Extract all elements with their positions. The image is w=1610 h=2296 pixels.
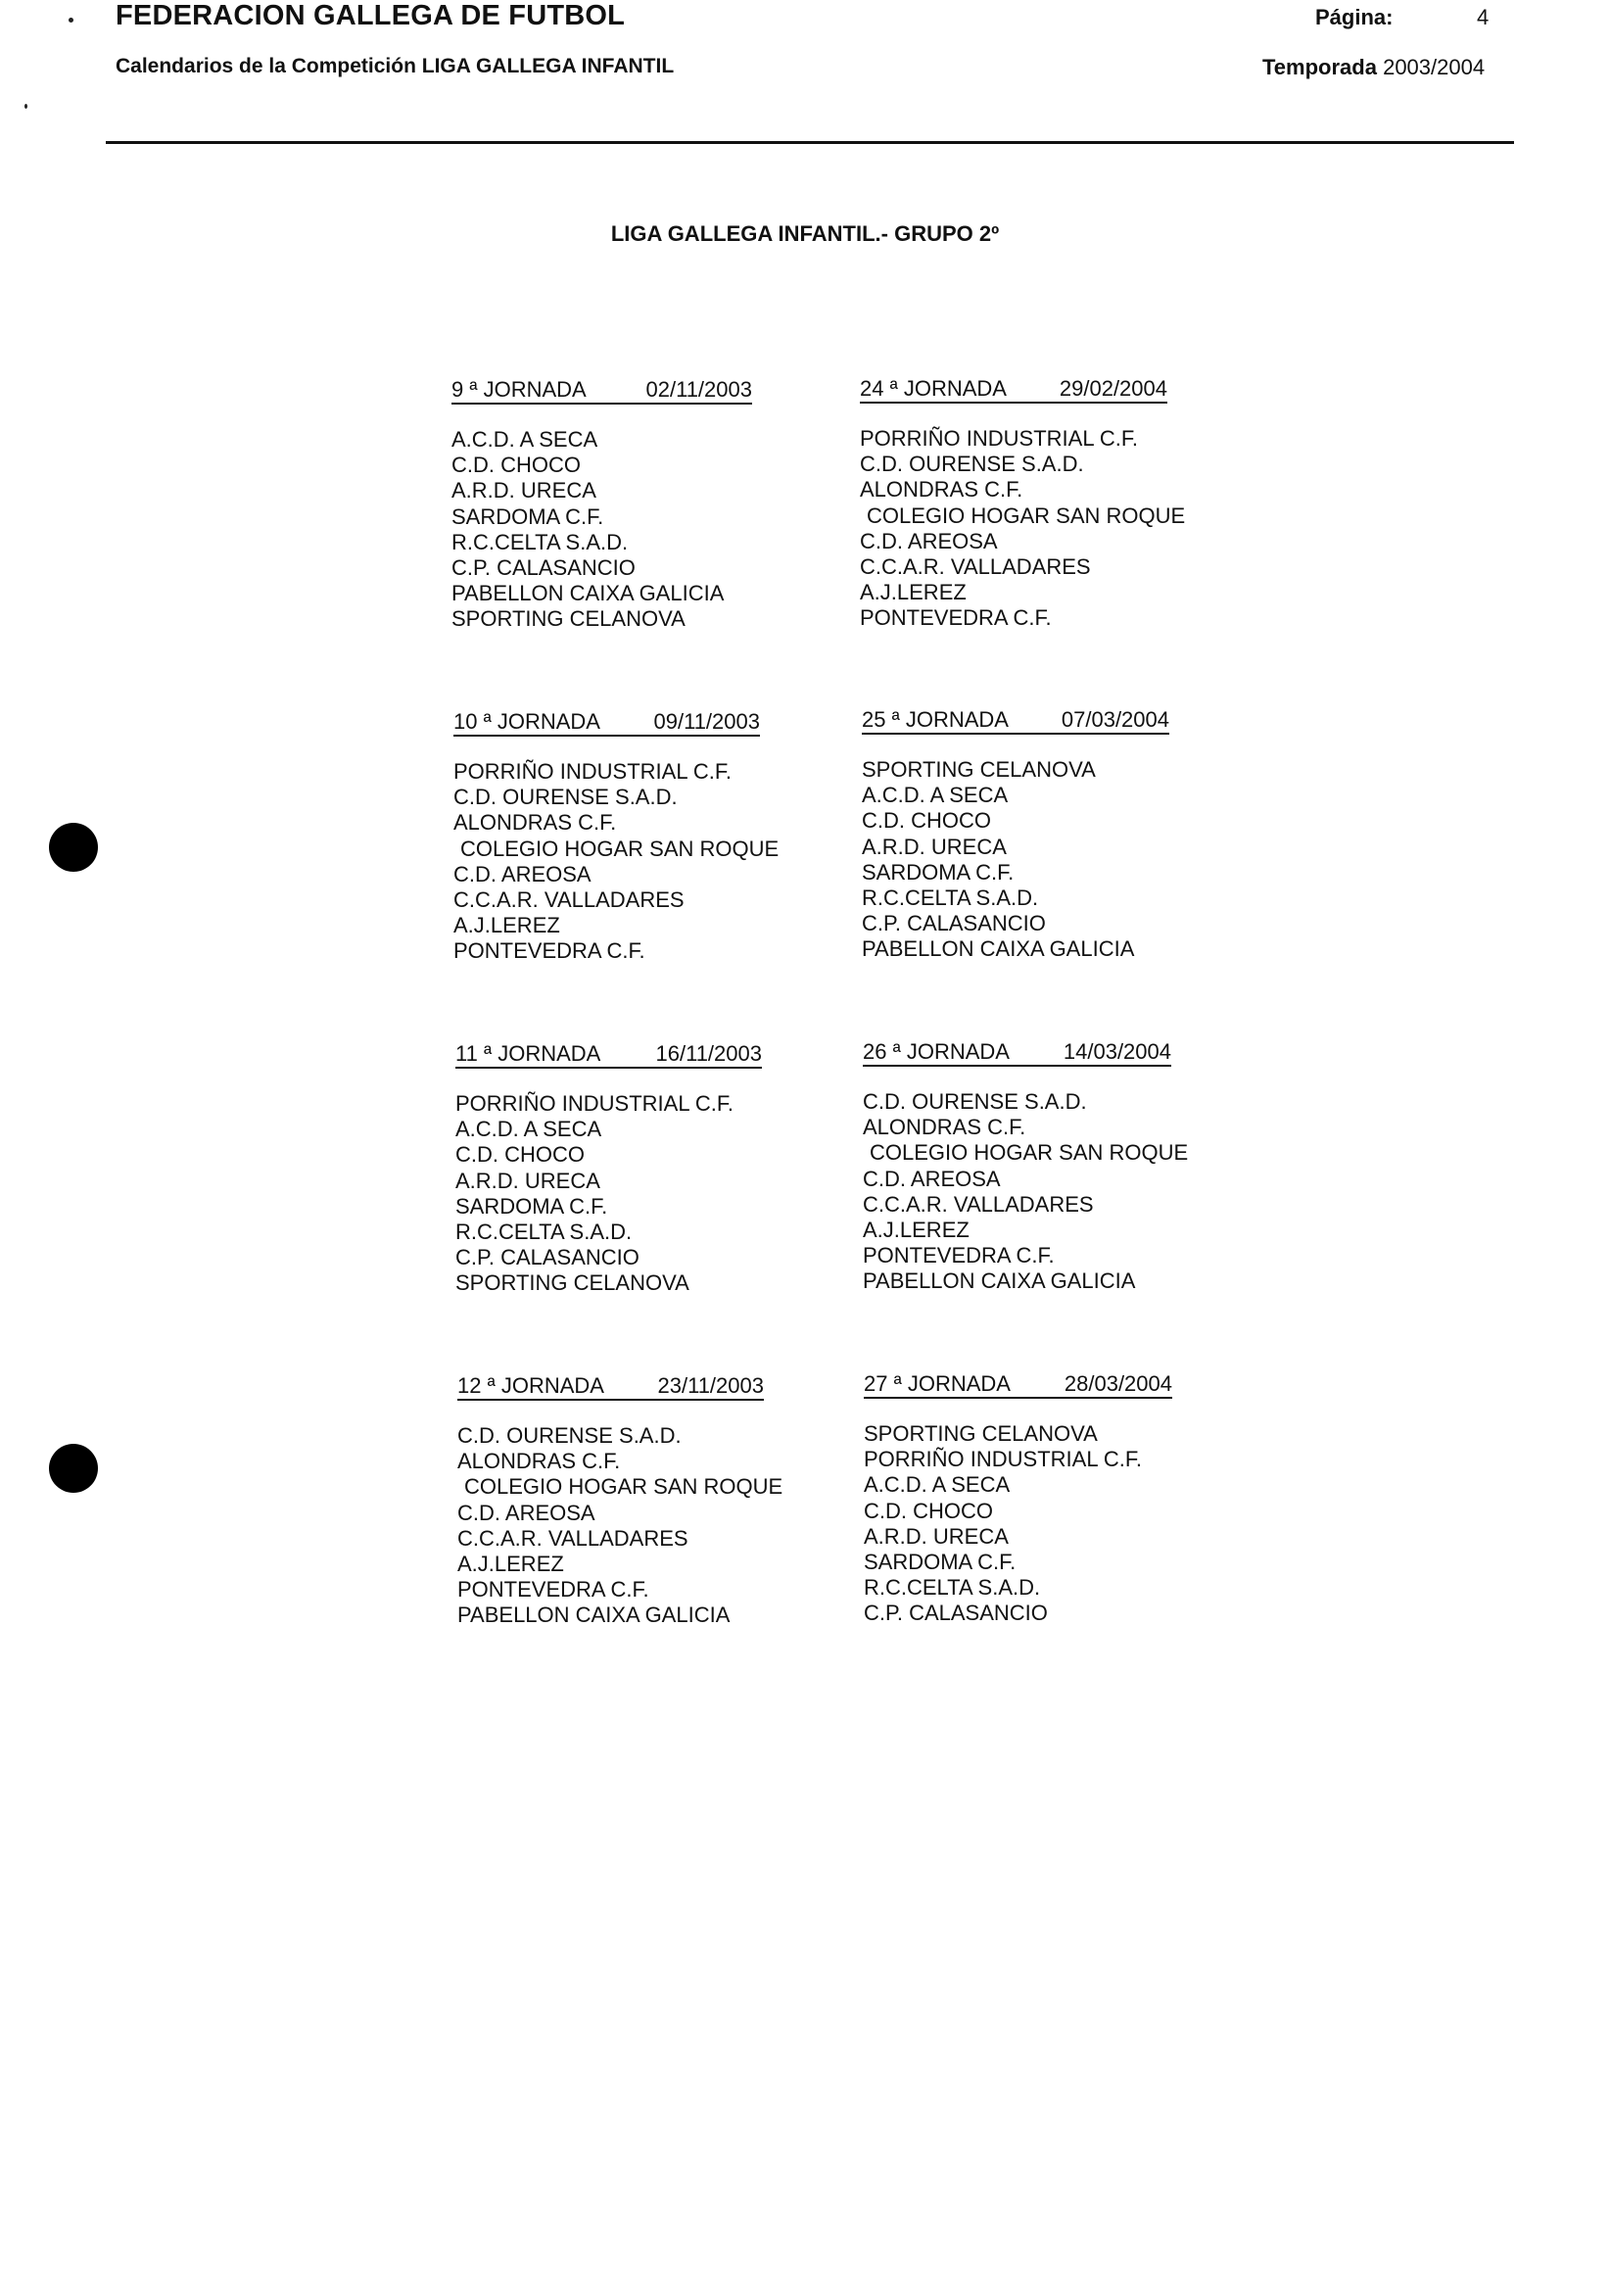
team-item: A.R.D. URECA	[455, 1168, 600, 1193]
team-item: PONTEVEDRA C.F.	[453, 938, 645, 964]
team-item: C.D. OURENSE S.A.D.	[457, 1423, 682, 1448]
team-item: SPORTING CELANOVA	[451, 606, 686, 632]
round-block	[457, 1373, 783, 1629]
team-item: C.C.A.R. VALLADARES	[860, 554, 1091, 580]
round-date: 29/02/2004	[1059, 376, 1167, 401]
team-item: C.D. OURENSE S.A.D.	[453, 785, 678, 810]
round-date: 07/03/2004	[1061, 707, 1169, 732]
team-item: R.C.CELTA S.A.D.	[455, 1220, 633, 1245]
team-item: C.C.A.R. VALLADARES	[457, 1525, 688, 1551]
team-item: C.D. AREOSA	[860, 528, 998, 553]
team-item: SPORTING CELANOVA	[862, 757, 1096, 782]
round-heading	[863, 1040, 1171, 1067]
page-number: 4	[1477, 5, 1490, 29]
team-item: A.C.D. A SECA	[862, 783, 1009, 808]
team-item: A.J.LEREZ	[863, 1218, 970, 1243]
team-item: ALONDRAS C.F.	[457, 1449, 621, 1474]
team-item: PABELLON CAIXA GALICIA	[863, 1268, 1136, 1294]
round-block	[451, 378, 752, 633]
team-item: C.D. AREOSA	[457, 1500, 595, 1525]
team-item: C.P. CALASANCIO	[451, 555, 636, 581]
round-label: 27 ª JORNADA	[864, 1371, 1011, 1396]
round-date: 23/11/2003	[657, 1373, 764, 1398]
team-list	[451, 427, 752, 633]
team-item: PORRIÑO INDUSTRIAL C.F.	[453, 759, 732, 784]
round-heading	[862, 708, 1169, 735]
team-list	[455, 1091, 762, 1297]
team-item: PONTEVEDRA C.F.	[860, 605, 1052, 631]
team-item: SARDOMA C.F.	[451, 503, 604, 529]
round-label: 9 ª JORNADA	[451, 377, 587, 402]
round-label: 11 ª JORNADA	[455, 1041, 601, 1066]
round-heading	[860, 377, 1167, 404]
team-item: C.D. CHOCO	[455, 1142, 585, 1168]
round-date: 02/11/2003	[645, 377, 752, 402]
season-label: Temporada	[1262, 55, 1377, 79]
team-item: COLEGIO HOGAR SAN ROQUE	[870, 1140, 1189, 1166]
team-list	[862, 757, 1169, 963]
punch-hole-bottom	[49, 1444, 98, 1493]
round-date: 14/03/2004	[1063, 1039, 1171, 1064]
round-heading	[451, 378, 752, 405]
group-title: LIGA GALLEGA INFANTIL.- GRUPO 2º	[610, 221, 1000, 246]
team-list	[453, 759, 780, 965]
round-heading	[455, 1042, 762, 1069]
team-list	[863, 1089, 1189, 1295]
team-item: A.C.D. A SECA	[451, 427, 598, 452]
team-item: ALONDRAS C.F.	[860, 477, 1023, 502]
team-item: C.D. AREOSA	[453, 861, 592, 886]
calendar-subtitle	[116, 55, 674, 78]
team-item: R.C.CELTA S.A.D.	[864, 1575, 1041, 1601]
season-value: 2003/2004	[1383, 55, 1486, 79]
team-list	[457, 1423, 783, 1629]
round-heading	[457, 1374, 764, 1401]
team-item: C.D. OURENSE S.A.D.	[860, 452, 1084, 477]
team-item: A.J.LEREZ	[457, 1552, 564, 1577]
round-heading	[453, 710, 760, 737]
team-item: A.J.LEREZ	[860, 580, 967, 605]
team-item: C.D. CHOCO	[451, 453, 581, 478]
team-item: C.P. CALASANCIO	[455, 1245, 639, 1270]
header-divider	[106, 141, 1514, 144]
round-block	[863, 1039, 1189, 1295]
round-label: 12 ª JORNADA	[457, 1373, 604, 1398]
team-item: A.R.D. URECA	[862, 834, 1007, 859]
team-item: PONTEVEDRA C.F.	[457, 1577, 649, 1602]
team-item: A.R.D. URECA	[864, 1523, 1009, 1549]
team-item: COLEGIO HOGAR SAN ROQUE	[867, 502, 1186, 528]
team-item: C.D. CHOCO	[864, 1498, 993, 1523]
scan-speck	[69, 18, 73, 23]
team-item: SARDOMA C.F.	[862, 859, 1015, 885]
team-item: C.D. OURENSE S.A.D.	[863, 1089, 1087, 1114]
subtitle-prefix: Calendarios de la Competición	[116, 55, 416, 77]
team-item: C.D. AREOSA	[863, 1166, 1001, 1191]
round-date: 09/11/2003	[653, 709, 760, 734]
round-block	[455, 1042, 762, 1297]
team-item: PABELLON CAIXA GALICIA	[451, 581, 725, 606]
team-item: ALONDRAS C.F.	[863, 1115, 1026, 1140]
round-date: 16/11/2003	[655, 1041, 762, 1066]
organization-title: FEDERACION GALLEGA DE FUTBOL	[116, 0, 626, 31]
team-item: SPORTING CELANOVA	[455, 1270, 689, 1296]
team-item: COLEGIO HOGAR SAN ROQUE	[460, 836, 780, 861]
team-item: SPORTING CELANOVA	[864, 1421, 1098, 1446]
team-item: C.C.A.R. VALLADARES	[453, 887, 685, 913]
team-item: R.C.CELTA S.A.D.	[862, 885, 1039, 911]
round-label: 25 ª JORNADA	[862, 707, 1009, 732]
round-block	[453, 709, 780, 965]
team-item: ALONDRAS C.F.	[453, 810, 617, 836]
round-heading	[864, 1372, 1172, 1399]
team-item: R.C.CELTA S.A.D.	[451, 529, 629, 554]
team-list	[860, 426, 1186, 632]
season-info	[1262, 55, 1485, 80]
team-item: SARDOMA C.F.	[455, 1193, 608, 1219]
team-list	[864, 1421, 1172, 1627]
round-label: 10 ª JORNADA	[453, 709, 600, 734]
team-item: SARDOMA C.F.	[864, 1550, 1017, 1575]
team-item: PONTEVEDRA C.F.	[863, 1243, 1055, 1268]
team-item: C.C.A.R. VALLADARES	[863, 1191, 1094, 1217]
team-item: A.C.D. A SECA	[455, 1117, 602, 1142]
round-block	[860, 376, 1186, 632]
round-date: 28/03/2004	[1064, 1371, 1172, 1396]
team-item: PABELLON CAIXA GALICIA	[862, 936, 1135, 962]
team-item: PORRIÑO INDUSTRIAL C.F.	[864, 1447, 1142, 1472]
team-item: C.P. CALASANCIO	[864, 1601, 1048, 1626]
page-label: Página:	[1315, 5, 1394, 29]
team-item: A.R.D. URECA	[451, 478, 596, 503]
round-label: 24 ª JORNADA	[860, 376, 1007, 401]
team-item: PORRIÑO INDUSTRIAL C.F.	[860, 426, 1138, 451]
team-item: C.D. CHOCO	[862, 808, 991, 834]
team-item: C.P. CALASANCIO	[862, 911, 1046, 936]
team-item: A.C.D. A SECA	[864, 1472, 1011, 1498]
team-item: PORRIÑO INDUSTRIAL C.F.	[455, 1091, 734, 1116]
competition-name: LIGA GALLEGA INFANTIL	[421, 55, 675, 77]
round-block	[864, 1372, 1172, 1627]
round-label: 26 ª JORNADA	[863, 1039, 1010, 1064]
team-item: COLEGIO HOGAR SAN ROQUE	[464, 1474, 783, 1500]
punch-hole-top	[49, 823, 98, 872]
scan-speck	[24, 104, 27, 109]
round-block	[862, 708, 1169, 963]
team-item: PABELLON CAIXA GALICIA	[457, 1602, 731, 1628]
team-item: A.J.LEREZ	[453, 913, 560, 938]
